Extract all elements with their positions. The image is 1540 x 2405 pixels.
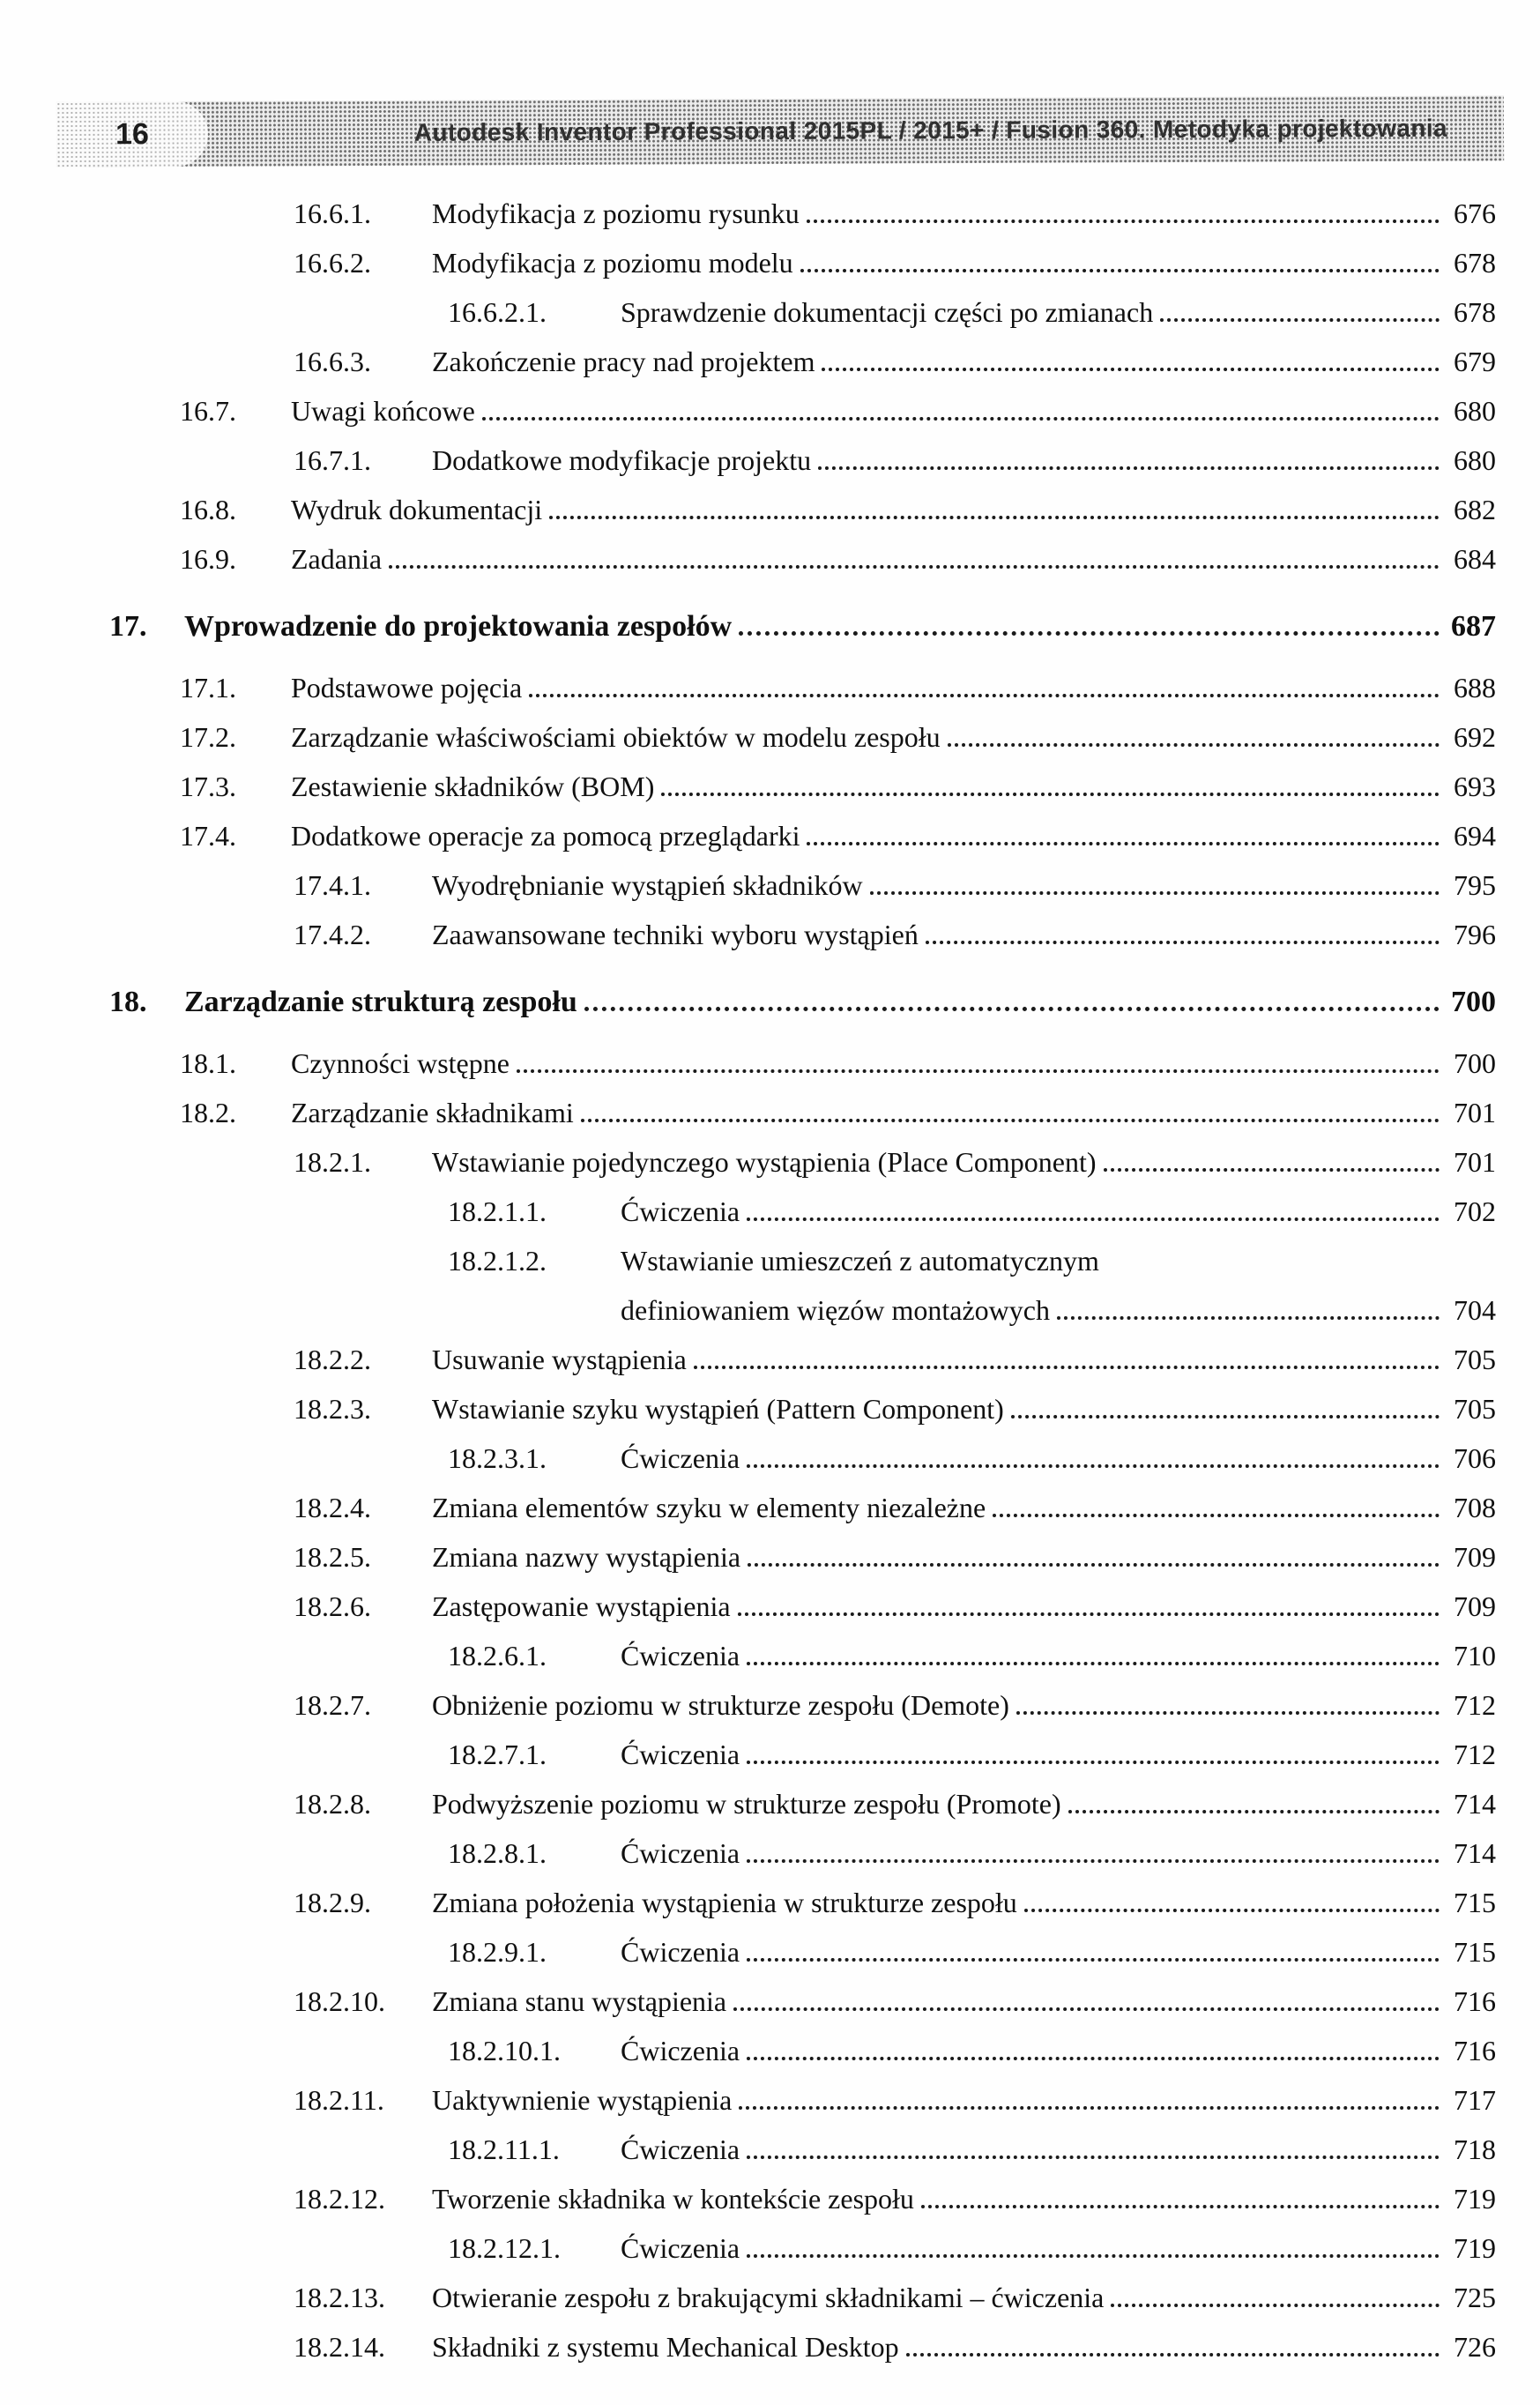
toc-entry-title: Zarządzanie składnikami	[291, 1097, 574, 1128]
toc-entry-number: 17.	[109, 610, 147, 643]
toc-entry-page: 712	[1454, 1739, 1496, 1770]
toc-entry-title: Wprowadzenie do projektowania zespołów	[184, 610, 733, 643]
dot-leader	[921, 2205, 1440, 2208]
toc-entry-page: 705	[1454, 1393, 1496, 1425]
toc-entry-body	[432, 1582, 1496, 1631]
toc-entry-title: Dodatkowe modyfikacje projektu	[432, 444, 812, 476]
toc-entry-title: Sprawdzenie dokumentacji części po zmianach	[621, 296, 1154, 328]
toc-entry-body	[432, 1779, 1496, 1828]
toc-entry-body	[432, 1384, 1496, 1433]
toc-entry-title: Modyfikacja z poziomu rysunku	[432, 197, 800, 229]
running-title: Autodesk Inventor Professional 2015PL / 2015+ / Fusion 360. Metodyka projektowania	[413, 114, 1448, 146]
toc-entry-number: 16.8.	[180, 494, 236, 525]
toc-entry-number: 18.2.6.1.	[448, 1640, 547, 1672]
toc-entry	[0, 2273, 1496, 2322]
toc-entry	[0, 1977, 1496, 2026]
toc-entry	[0, 485, 1496, 534]
toc-entry	[0, 534, 1496, 584]
toc-entry-body	[432, 1680, 1496, 1730]
toc-entry-body	[291, 811, 1496, 860]
toc-entry	[0, 1384, 1496, 1433]
toc-entry-title: Dodatkowe operacje za pomocą przeglądarki	[291, 820, 800, 852]
toc-entry-number: 18.2.12.1.	[448, 2232, 561, 2264]
toc-entry	[0, 2223, 1496, 2273]
toc-entry	[0, 1730, 1496, 1779]
toc-entry	[0, 1828, 1496, 1878]
toc-entry-body	[621, 1730, 1496, 1779]
toc-entry-body	[291, 1088, 1496, 1137]
toc-entry-title: Zaawansowane techniki wyboru wystąpień	[432, 919, 919, 950]
toc-entry-title: Ćwiczenia	[621, 1195, 740, 1227]
toc-entry-page: 700	[1454, 1047, 1496, 1079]
toc-entry-number: 17.4.	[180, 820, 236, 852]
toc-entry-title: Czynności wstępne	[291, 1047, 510, 1079]
toc-entry	[0, 2075, 1496, 2125]
dot-leader	[389, 565, 1440, 569]
dot-leader	[747, 1662, 1440, 1665]
toc-entry-page: 678	[1454, 247, 1496, 279]
toc-entry-number: 16.7.1.	[294, 444, 371, 476]
dot-leader	[747, 2057, 1440, 2060]
toc-entry-number: 17.4.1.	[294, 869, 371, 901]
toc-entry-number: 16.9.	[180, 543, 236, 575]
toc-entry-number: 18.2.3.1.	[448, 1442, 547, 1474]
dot-leader	[822, 368, 1440, 371]
toc-entry	[0, 762, 1496, 811]
toc-entry	[0, 1088, 1496, 1137]
toc-entry-number: 18.2.2.	[294, 1344, 371, 1375]
page-header	[56, 95, 1504, 167]
toc-entry-body	[432, 337, 1496, 386]
toc-entry	[0, 1039, 1496, 1088]
toc-entry-number: 18.2.4.	[294, 1492, 371, 1523]
toc-entry-page: 693	[1454, 771, 1496, 802]
dot-leader	[482, 417, 1440, 421]
toc-entry-page: 692	[1454, 721, 1496, 753]
toc-entry-title: Ćwiczenia	[621, 2035, 740, 2066]
toc-entry-number: 17.1.	[180, 672, 236, 704]
toc-entry-number: 17.2.	[180, 721, 236, 753]
toc-entry-number: 18.2.8.1.	[448, 1837, 547, 1869]
toc-entry-title: Zakończenie pracy nad projektem	[432, 346, 815, 377]
toc-entry-body	[291, 762, 1496, 811]
toc-entry-title: Ćwiczenia	[621, 1936, 740, 1968]
toc-entry-page: 680	[1454, 395, 1496, 427]
toc-entry-body	[621, 1236, 1496, 1335]
toc-entry-title: Zmiana nazwy wystąpienia	[432, 1541, 741, 1573]
dot-leader	[906, 2353, 1440, 2357]
toc-entry-page: 714	[1454, 1837, 1496, 1869]
dot-leader	[747, 2254, 1440, 2258]
toc-entry-page: 684	[1454, 543, 1496, 575]
toc-entry-page: 679	[1454, 346, 1496, 377]
toc-entry-body	[432, 1137, 1496, 1187]
toc-entry-number: 16.6.2.1.	[448, 296, 547, 328]
toc-entry-page: 718	[1454, 2133, 1496, 2165]
toc-list	[0, 189, 1540, 2371]
toc-entry-number: 18.2.6.	[294, 1590, 371, 1622]
toc-entry-title: Ćwiczenia	[621, 1739, 740, 1770]
toc-entry-number: 18.2.11.1.	[448, 2133, 560, 2165]
toc-entry-title: Wstawianie pojedynczego wystąpienia (Place Component)	[432, 1146, 1097, 1178]
toc-entry-body	[432, 2273, 1496, 2322]
toc-entry	[0, 238, 1496, 287]
toc-entry-body	[432, 910, 1496, 959]
toc-entry-number: 18.2.9.	[294, 1887, 371, 1918]
toc-entry	[0, 1532, 1496, 1582]
toc-entry-body	[432, 860, 1496, 910]
toc-entry-title: Obniżenie poziomu w strukturze zespołu (Demote)	[432, 1689, 1009, 1721]
dot-leader	[739, 2106, 1440, 2110]
dot-leader	[529, 694, 1440, 697]
dot-leader	[747, 2156, 1440, 2159]
toc-entry-number: 18.2.1.	[294, 1146, 371, 1178]
toc-entry-title: Składniki z systemu Mechanical Desktop	[432, 2331, 899, 2363]
toc-entry-title: Uwagi końcowe	[291, 395, 475, 427]
page-number-badge	[56, 101, 208, 168]
toc-entry-body	[291, 712, 1496, 762]
toc-entry-page: 726	[1454, 2331, 1496, 2363]
toc-entry-body	[621, 2223, 1496, 2273]
toc-entry-page: 717	[1454, 2084, 1496, 2116]
toc-entry-number: 18.2.3.	[294, 1393, 371, 1425]
toc-entry	[0, 1878, 1496, 1927]
toc-entry-number: 18.2.10.	[294, 1985, 385, 2017]
toc-entry-title: Zmiana położenia wystąpienia w strukturze zespołu	[432, 1887, 1017, 1918]
toc-entry-body	[621, 1927, 1496, 1977]
toc-entry-page: 706	[1454, 1442, 1496, 1474]
toc-entry	[0, 1335, 1496, 1384]
toc-entry-page: 710	[1454, 1640, 1496, 1672]
toc-entry-body	[621, 1828, 1496, 1878]
toc-entry-body	[621, 2125, 1496, 2174]
toc-entry-title: Podstawowe pojęcia	[291, 672, 523, 704]
toc-entry-number: 18.2.1.2.	[448, 1245, 547, 1277]
toc-entry-title: Otwieranie zespołu z brakującymi składnikami – ćwiczenia	[432, 2282, 1105, 2313]
dot-leader	[926, 941, 1440, 944]
toc-entry-number: 18.2.14.	[294, 2331, 385, 2363]
dot-leader	[993, 1514, 1440, 1517]
toc-entry	[0, 811, 1496, 860]
toc-entry-body	[432, 1878, 1496, 1927]
toc-entry	[0, 1187, 1496, 1236]
toc-entry-title: Uaktywnienie wystąpienia	[432, 2084, 733, 2116]
toc-entry-title: Wstawianie szyku wystąpień (Pattern Component)	[432, 1393, 1004, 1425]
toc-entry-body	[432, 238, 1496, 287]
toc-entry	[0, 2174, 1496, 2223]
toc-entry-body	[621, 1187, 1496, 1236]
dot-leader	[818, 466, 1440, 470]
toc-entry-title: Zarządzanie strukturą zespołu	[184, 986, 577, 1018]
toc-entry-body	[432, 189, 1496, 238]
toc-entry	[0, 189, 1496, 238]
toc-entry-number: 18.2.7.	[294, 1689, 371, 1721]
dot-leader	[1111, 2304, 1440, 2307]
toc-entry	[0, 337, 1496, 386]
toc-entry-page: 712	[1454, 1689, 1496, 1721]
toc-entry-page: 700	[1451, 986, 1496, 1018]
toc-entry-title: Zmiana stanu wystąpienia	[432, 1985, 727, 2017]
toc-entry	[0, 1582, 1496, 1631]
toc-entry-page: 705	[1454, 1344, 1496, 1375]
dot-leader	[661, 793, 1440, 796]
toc-entry-page: 704	[1454, 1294, 1496, 1326]
toc-entry-number: 18.2.11.	[294, 2084, 384, 2116]
toc-entry	[0, 1433, 1496, 1483]
toc-entry-title: Ćwiczenia	[621, 2133, 740, 2165]
toc-entry-title: Usuwanie wystąpienia	[432, 1344, 687, 1375]
toc-entry-title: Zmiana elementów szyku w elementy niezależne	[432, 1492, 986, 1523]
toc-entry	[0, 1631, 1496, 1680]
toc-entry	[0, 1137, 1496, 1187]
toc-entry-page: 678	[1454, 296, 1496, 328]
toc-entry	[0, 663, 1496, 712]
toc-entry	[0, 2125, 1496, 2174]
toc-entry	[0, 2026, 1496, 2075]
toc-entry-number: 18.2.10.1.	[448, 2035, 561, 2066]
dot-leader	[748, 1563, 1440, 1567]
toc-entry-number: 18.	[109, 986, 147, 1018]
toc-entry-page: 715	[1454, 1936, 1496, 1968]
dot-leader	[807, 842, 1440, 845]
toc-entry	[0, 978, 1496, 1027]
dot-leader	[739, 631, 1440, 636]
toc-entry-number: 17.4.2.	[294, 919, 371, 950]
toc-entry	[0, 860, 1496, 910]
toc-entry-body	[621, 1631, 1496, 1680]
toc-entry-body	[291, 534, 1496, 584]
dot-leader	[948, 743, 1440, 747]
page-number: 16	[115, 116, 149, 151]
toc-entry	[0, 1483, 1496, 1532]
toc-entry-number: 18.1.	[180, 1047, 236, 1079]
toc-entry-page: 719	[1454, 2232, 1496, 2264]
toc-entry-number: 17.3.	[180, 771, 236, 802]
toc-entry	[0, 602, 1496, 652]
toc-entry-page: 714	[1454, 1788, 1496, 1820]
toc-entry-page: 701	[1454, 1146, 1496, 1178]
toc-entry-body	[432, 1977, 1496, 2026]
toc-entry	[0, 712, 1496, 762]
toc-entry-body	[291, 386, 1496, 436]
dot-leader	[800, 269, 1440, 272]
toc-entry-number: 18.2.1.1.	[448, 1195, 547, 1227]
toc-entry-page: 719	[1454, 2183, 1496, 2215]
dot-leader	[807, 220, 1440, 223]
toc-entry-title: Ćwiczenia	[621, 1640, 740, 1672]
dot-leader	[1160, 318, 1440, 322]
toc-entry-page: 709	[1454, 1590, 1496, 1622]
toc-entry-title: Wydruk dokumentacji	[291, 494, 543, 525]
dot-leader	[581, 1119, 1440, 1122]
toc-entry-title: Podwyższenie poziomu w strukturze zespołu (Promote)	[432, 1788, 1061, 1820]
toc-entry-title: Wstawianie umieszczeń z automatycznym	[621, 1245, 1099, 1277]
toc-entry	[0, 1927, 1496, 1977]
dot-leader	[747, 1958, 1440, 1962]
toc-entry-title: Ćwiczenia	[621, 1837, 740, 1869]
toc-entry-number: 18.2.	[180, 1097, 236, 1128]
toc-entry-title: Ćwiczenia	[621, 1442, 740, 1474]
toc-entry	[0, 1779, 1496, 1828]
dot-leader	[747, 1761, 1440, 1764]
toc-entry-body	[621, 2026, 1496, 2075]
toc-entry-body	[432, 436, 1496, 485]
toc-entry-page: 687	[1451, 610, 1496, 643]
toc-entry	[0, 436, 1496, 485]
toc-entry-number: 16.6.2.	[294, 247, 371, 279]
toc-entry-page: 708	[1454, 1492, 1496, 1523]
toc-entry	[0, 1236, 1496, 1335]
toc-entry-body	[432, 1335, 1496, 1384]
toc-entry-body	[291, 663, 1496, 712]
dot-leader	[1024, 1909, 1440, 1912]
toc-entry-body	[291, 485, 1496, 534]
toc-entry-number: 18.2.8.	[294, 1788, 371, 1820]
dot-leader	[1016, 1711, 1440, 1715]
toc-entry-body	[291, 1039, 1496, 1088]
toc-entry-page: 694	[1454, 820, 1496, 852]
toc-entry-title: Zestawienie składników (BOM)	[291, 771, 655, 802]
toc-entry-title: Zastępowanie wystąpienia	[432, 1590, 731, 1622]
toc-entry-page: 680	[1454, 444, 1496, 476]
toc-entry-body	[184, 978, 1496, 1027]
dot-leader	[1104, 1168, 1440, 1172]
dot-leader	[1068, 1810, 1440, 1813]
dot-leader	[584, 1007, 1440, 1011]
toc-entry-title: Modyfikacja z poziomu modelu	[432, 247, 793, 279]
dot-leader	[694, 1366, 1440, 1369]
toc-entry-page: 716	[1454, 2035, 1496, 2066]
dot-leader	[747, 1859, 1440, 1863]
toc-entry-page: 701	[1454, 1097, 1496, 1128]
dot-leader	[1011, 1415, 1440, 1418]
toc-entry-body	[432, 2174, 1496, 2223]
toc-entry-body	[621, 1433, 1496, 1483]
toc-entry-page: 702	[1454, 1195, 1496, 1227]
dot-leader	[870, 891, 1440, 895]
toc-entry-page: 796	[1454, 919, 1496, 950]
toc-entry-number: 18.2.9.1.	[448, 1936, 547, 1968]
toc-entry-page: 725	[1454, 2282, 1496, 2313]
toc-entry-title: Zadania	[291, 543, 383, 575]
toc-entry-page: 682	[1454, 494, 1496, 525]
toc-entry-page: 795	[1454, 869, 1496, 901]
toc-entry-number: 16.6.1.	[294, 197, 371, 229]
toc-entry-title: Tworzenie składnika w kontekście zespołu	[432, 2183, 914, 2215]
dot-leader	[738, 1612, 1440, 1616]
toc-entry-title: definiowaniem więzów montażowych	[621, 1294, 1050, 1326]
toc-entry-number: 18.2.7.1.	[448, 1739, 547, 1770]
toc-entry	[0, 386, 1496, 436]
toc-entry	[0, 2322, 1496, 2371]
toc-entry-title: Ćwiczenia	[621, 2232, 740, 2264]
toc-entry-body	[432, 1483, 1496, 1532]
toc-entry-title: Wyodrębnianie wystąpień składników	[432, 869, 863, 901]
toc-entry-page: 709	[1454, 1541, 1496, 1573]
toc-entry-body	[432, 2322, 1496, 2371]
dot-leader	[549, 516, 1440, 519]
toc-entry-body	[184, 602, 1496, 652]
toc-entry-number: 18.2.5.	[294, 1541, 371, 1573]
toc-entry	[0, 1680, 1496, 1730]
toc-entry-number: 18.2.13.	[294, 2282, 385, 2313]
toc-entry-page: 715	[1454, 1887, 1496, 1918]
toc-entry-number: 16.7.	[180, 395, 236, 427]
toc-entry-continuation	[621, 1285, 1496, 1335]
toc-entry-body	[432, 2075, 1496, 2125]
toc-entry-number: 16.6.3.	[294, 346, 371, 377]
toc-entry-body	[621, 287, 1496, 337]
toc-entry-number: 18.2.12.	[294, 2183, 385, 2215]
toc-entry-page: 716	[1454, 1985, 1496, 2017]
dot-leader	[1057, 1316, 1440, 1320]
dot-leader	[733, 2007, 1440, 2011]
toc-entry-body	[432, 1532, 1496, 1582]
dot-leader	[517, 1069, 1440, 1073]
toc-entry-page: 688	[1454, 672, 1496, 704]
dot-leader	[747, 1464, 1440, 1468]
toc-entry-title: Zarządzanie właściwościami obiektów w modelu zespołu	[291, 721, 941, 753]
toc-entry-page: 676	[1454, 197, 1496, 229]
toc-entry	[0, 287, 1496, 337]
toc-entry	[0, 910, 1496, 959]
dot-leader	[747, 1217, 1440, 1221]
